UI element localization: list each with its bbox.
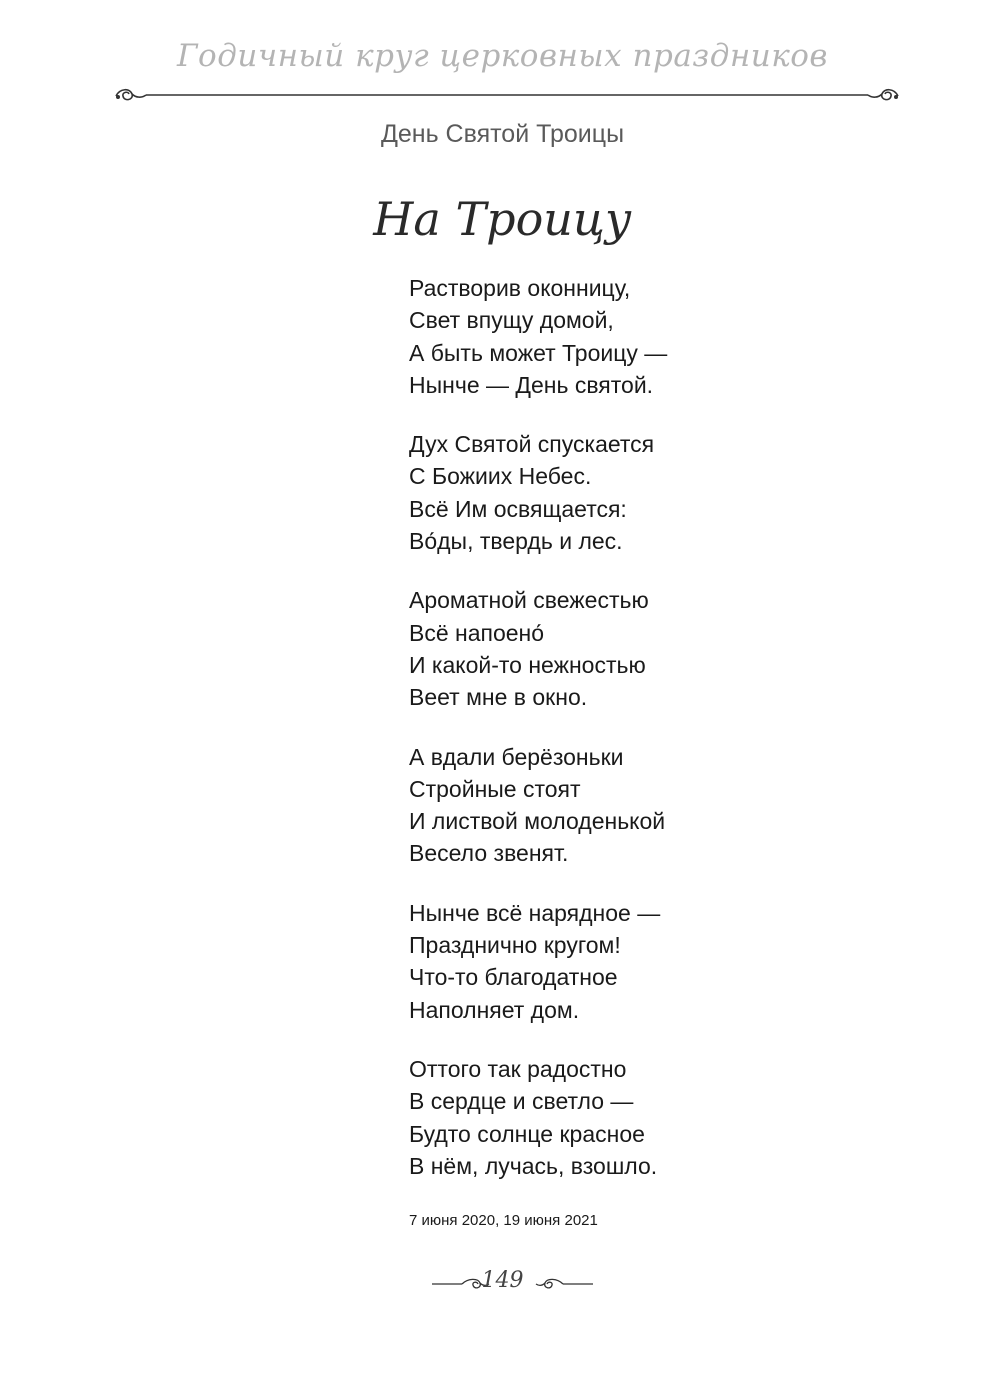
poem-line: Всё Им освящается: <box>409 495 627 522</box>
poem-body <box>409 272 667 1209</box>
poem-line: А быть может Троицу — <box>409 339 668 366</box>
poem-line: Стройные стоят <box>409 775 581 802</box>
poem-line: В нём, лучась, взошло. <box>409 1152 658 1179</box>
poem-line: Всё напоено́ <box>409 619 545 646</box>
poem-line: Нынче всё нарядное — <box>409 899 661 926</box>
ornamental-rule <box>112 82 902 108</box>
page-number: 149 <box>481 1268 524 1293</box>
poem-line: А вдали берёзоньки <box>409 743 624 770</box>
stanza <box>409 897 667 1026</box>
footer-ornament-right <box>535 1274 593 1294</box>
poem-line: Что-то благодатное <box>409 964 618 991</box>
poem-line: Весело звенят. <box>409 840 569 867</box>
poem-line: С Божиих Небес. <box>409 463 592 490</box>
poem-line: Веет мне в окно. <box>409 684 588 711</box>
poem-dates: 7 июня 2020, 19 июня 2021 <box>409 1212 598 1229</box>
poem-line: Будто солнце красное <box>409 1120 645 1147</box>
poem-line: Во́ды, твердь и лес. <box>409 528 623 555</box>
running-head: Годичный круг церковных праздников <box>177 38 828 74</box>
page-footer <box>0 1266 1005 1302</box>
poem-line: Нынче — День святой. <box>409 371 654 398</box>
stanza <box>409 741 667 870</box>
poem-line: Оттого так радостно <box>409 1055 627 1082</box>
poem-line: И какой-то нежностью <box>409 651 646 678</box>
poem-line: В сердце и светло — <box>409 1088 634 1115</box>
stanza <box>409 584 667 713</box>
poem-line: Растворив оконницу, <box>409 275 631 301</box>
poem-line: Наполняет дом. <box>409 996 580 1023</box>
stanza <box>409 1053 667 1182</box>
poem-line: И листвой молоденькой <box>409 808 666 835</box>
poem-line: Ароматной свежестью <box>409 587 649 614</box>
poem-title: На Троицу <box>373 192 632 246</box>
stanza <box>409 428 667 557</box>
section-title: День Святой Троицы <box>380 120 625 148</box>
stanza <box>409 272 667 401</box>
poem-line: Свет впущу домой, <box>409 307 614 334</box>
poem-line: Празднично кругом! <box>409 932 621 959</box>
poem-line: Дух Святой спускается <box>409 431 655 458</box>
